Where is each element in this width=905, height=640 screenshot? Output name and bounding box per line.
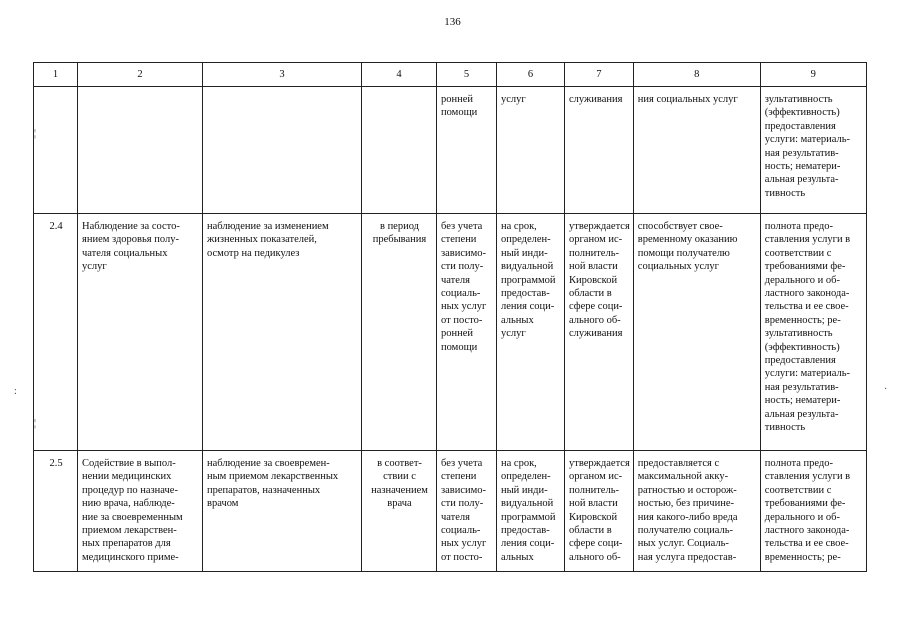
period-cell: на срок, определен- ный инди- видуальной программой предостав- ления соци- альных услуг	[497, 214, 565, 451]
service-name: Наблюдение за состо- янием здоровья полу- чателя социальных услуг	[78, 214, 203, 451]
column-number: 1	[34, 63, 78, 87]
service-name: Содействие в выпол- нении медицинских процедур по назначе- нию врача, наблюде- ние за своевременным приемом лекарствен- ных препаратов для медицинского приме-	[78, 451, 203, 572]
table-row	[34, 214, 867, 451]
row-number: 2.5	[34, 451, 78, 572]
row-number: 2.4	[34, 214, 78, 451]
column-number: 2	[78, 63, 203, 87]
table-row	[34, 451, 867, 572]
column-number: 4	[362, 63, 437, 87]
service-content	[203, 87, 362, 214]
row-number	[34, 87, 78, 214]
table-row	[34, 87, 867, 214]
dependency-cell: без учета степени зависимо- сти полу- чателя социаль- ных услуг от посто-	[437, 451, 497, 572]
column-number: 9	[760, 63, 866, 87]
tariff-cell: утверждается органом ис- полнитель- ной власти Кировской области в сфере соци- ального об- служивания	[565, 214, 634, 451]
tariff-cell: утверждается органом ис- полнитель- ной власти Кировской области в сфере соци- ального об-	[565, 451, 634, 572]
dependency-cell: без учета степени зависимо- сти полу- чателя социаль- ных услуг от посто- ронней помощи	[437, 214, 497, 451]
page-number: 136	[444, 16, 461, 28]
conditions-cell: способствует свое- временному оказанию помощи получателю социальных услуг	[633, 214, 760, 451]
quality-cell: зультативность (эффективность) предоставления услуги: материаль- ная результатив- ность; нематери- альная результа- тивность	[760, 87, 866, 214]
service-name	[78, 87, 203, 214]
column-number: 5	[437, 63, 497, 87]
period-cell: на срок, определен- ный инди- видуальной программой предостав- ления соци- альных	[497, 451, 565, 572]
quality-cell: полнота предо- ставления услуги в соответствии с требованиями фе- дерального и об- ластного законода- тельства и ее свое- временность; ре-	[760, 451, 866, 572]
service-term	[362, 87, 437, 214]
service-term: в соответ- ствии с назначением врача	[362, 451, 437, 572]
scan-mark: ·	[884, 384, 888, 395]
column-number: 3	[203, 63, 362, 87]
column-number: 7	[565, 63, 634, 87]
period-cell: услуг	[497, 87, 565, 214]
conditions-cell: ния социальных услуг	[633, 87, 760, 214]
scan-mark: ¦	[34, 418, 37, 429]
column-number-row	[34, 63, 867, 87]
scan-mark: ¦	[34, 128, 37, 139]
dependency-cell: ронней помощи	[437, 87, 497, 214]
service-content: наблюдение за изменением жизненных показателей, осмотр на педикулез	[203, 214, 362, 451]
column-number: 6	[497, 63, 565, 87]
quality-cell: полнота предо- ставления услуги в соответствии с требованиями фе- дерального и об- ластного законода- тельства и ее свое- временность; ре- зультативность (эффективность) предоставления услуги: материаль- ная результатив- ность; нематери- альная результа- тивность	[760, 214, 866, 451]
conditions-cell: предоставляется с максимальной акку- ратностью и осторож- ностью, без причине- ния какого-либо вреда получателю социаль- ных услуг. Социаль- ная услуга предостав-	[633, 451, 760, 572]
scan-mark: :	[14, 386, 17, 397]
column-number: 8	[633, 63, 760, 87]
service-content: наблюдение за своевремен- ным приемом лекарственных препаратов, назначенных врачом	[203, 451, 362, 572]
service-term: в период пребывания	[362, 214, 437, 451]
services-table	[33, 62, 867, 572]
tariff-cell: служивания	[565, 87, 634, 214]
